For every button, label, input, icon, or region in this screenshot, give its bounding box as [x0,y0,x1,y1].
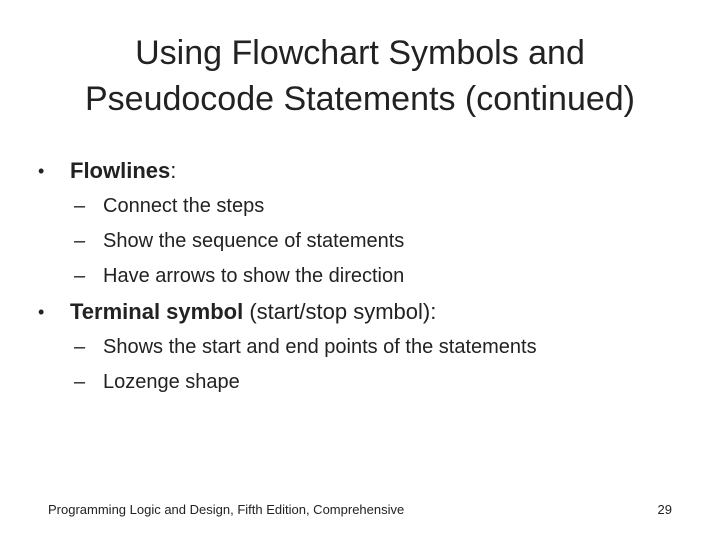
list-item [74,189,404,224]
list-item [74,365,537,400]
list-item [74,259,404,294]
dash-marker: – [74,265,86,287]
bullet-rest: (start/stop symbol): [243,299,437,324]
list-item-text: Show the sequence of statements [103,230,405,252]
list-item [74,330,537,365]
dash-marker: – [74,230,86,252]
bullet-marker: • [38,161,45,181]
slide-title-line-2: Pseudocode Statements (continued) [84,80,635,118]
slide-title-line-1: Using Flowchart Symbols and [135,34,585,72]
page-number: 29 [657,502,672,517]
bullet-rest: : [170,158,177,183]
bullet-term: Flowlines [70,158,171,183]
dash-marker: – [74,336,86,358]
dash-marker: – [74,195,86,217]
bullet-term: Terminal symbol [70,299,244,324]
flowlines-sub-list [74,189,404,294]
list-item-text: Shows the start and end points of the statements [103,336,537,358]
terminal-symbol-sub-list [74,330,537,400]
list-item [74,224,404,259]
slide-title [40,30,680,122]
slide-footer: Programming Logic and Design, Fifth Edition, Comprehensive [48,502,405,517]
bullet-terminal-symbol [38,298,436,326]
list-item-text: Have arrows to show the direction [103,265,405,287]
list-item-text: Connect the steps [103,195,265,217]
bullet-marker: • [38,302,45,322]
dash-marker: – [74,371,86,393]
list-item-text: Lozenge shape [103,371,240,393]
bullet-flowlines [38,157,176,185]
